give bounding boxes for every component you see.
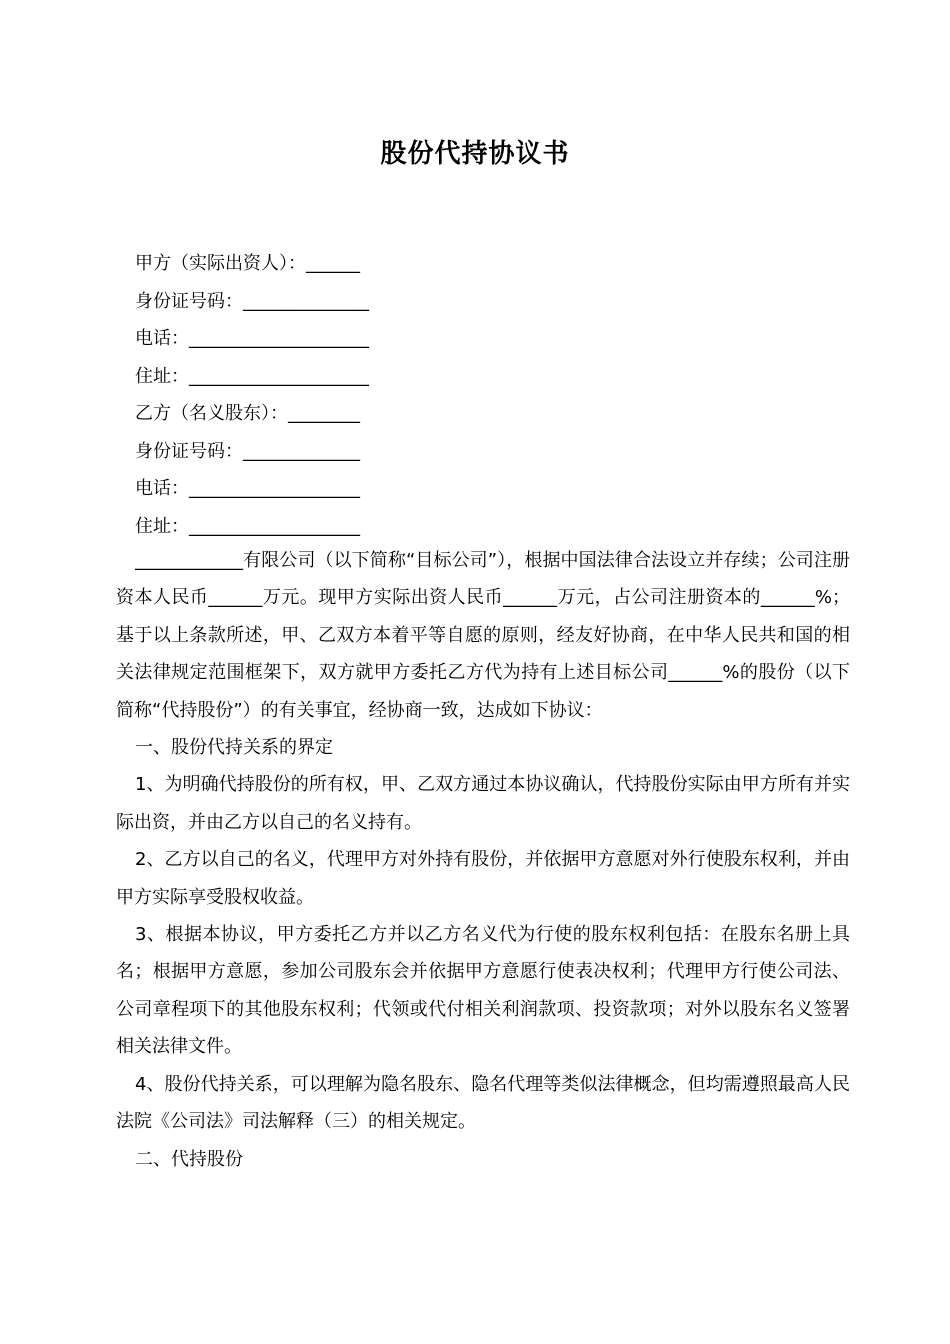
party-b-id-line: 身份证号码：_____________ <box>135 440 360 462</box>
clause-1-4: 4、股份代持关系，可以理解为隐名股东、隐名代理等类似法律概念，但均需遵照最高人民法院《公司法》司法解释（三）的相关规定。 <box>116 1073 850 1133</box>
party-a-phone-line: 电话：____________________ <box>135 328 369 349</box>
party-a-address-line: 住址：____________________ <box>135 365 369 387</box>
party-info-block <box>0 245 950 545</box>
party-b-name-line: 乙方（名义股东）：________ <box>135 403 360 424</box>
party-a-name-line: 甲方（实际出资人）：______ <box>135 253 360 274</box>
agreement-body <box>116 542 850 1178</box>
party-b-address-line: 住址：___________________ <box>135 515 360 537</box>
clause-1-2: 2、乙方以自己的名义，代理甲方对外持有股份，并依据甲方意愿对外行使股东权利，并由甲方实际享受股权收益。 <box>116 849 850 908</box>
preamble-paragraph: ____________有限公司（以下简称“目标公司”），根据中国法律合法设立并存续；公司注册资本人民币______万元。现甲方实际出资人民币______万元，占公司注册资本的______%；基于以上条款所述，甲、乙双方本着平等自愿的原则，经友好协商，在中华人民共和国的相关法律规定范围框架下，双方就甲方委托乙方代为持有上述目标公司______%的股份（以下简称“代持股份”）的有关事宜，经协商一致，达成如下协议： <box>116 550 850 721</box>
party-a-id-line: 身份证号码：______________ <box>135 290 369 312</box>
clause-1-3: 3、根据本协议，甲方委托乙方并以乙方名义代为行使的股东权利包括：在股东名册上具名；根据甲方意愿，参加公司股东会并依据甲方意愿行使表决权利；代理甲方行使公司法、公司章程项下的其他股东权利；代领或代付相关利润款项、投资款项；对外以股东名义签署相关法律文件。 <box>116 924 850 1058</box>
section-heading-2: 二、代持股份 <box>135 1148 243 1170</box>
clause-1-1: 1、为明确代持股份的所有权，甲、乙双方通过本协议确认，代持股份实际由甲方所有并实际出资，并由乙方以自己的名义持有。 <box>116 774 850 833</box>
section-heading-1: 一、股份代持关系的界定 <box>135 737 333 759</box>
document-title: 股份代持协议书 <box>380 139 570 169</box>
party-b-phone-line: 电话：___________________ <box>135 478 360 499</box>
